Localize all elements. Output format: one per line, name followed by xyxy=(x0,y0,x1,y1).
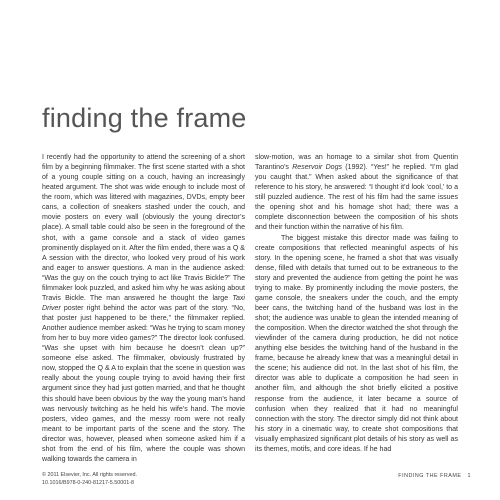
page-title: finding the frame xyxy=(42,103,247,133)
body-paragraph xyxy=(255,153,458,234)
body-paragraph xyxy=(42,153,245,465)
film-title-taxi-driver: Taxi Driver xyxy=(42,294,245,312)
text-run: poster right behind the actor was part of the story. “No, that poster just happened to be there,” the filmmaker replied. Another audience member asked: “Was he trying to scam money from her to buy more video games?” The director look confused. “Was she upset with him because he doesn’t clean up?” someone else asked. The filmmaker, obviously frustrated by now, stopped the Q & A to explain that the scene in question was really about the young couple trying to avoid having their first argument since they had just gotten married, and that he thought this should have been obvious by the way the young man’s hand was nervously twitching as he held his wife’s hand. The movie posters, video games, and the messy room were not really meant to be important parts of the scene and the story. The director was, however, pleased when someone asked him if a shot from the end of his film, where the couple was shown walking towards the camera in xyxy=(42,304,245,463)
text-run: I recently had the opportunity to attend the screening of a short film by a beginning filmmaker. The first scene started with a shot of a young couple sitting on a couch, having an increasingly heated argument. The shot was wide enough to include most of the room, which was littered with magazines, DVDs, empty beer cans, a collection of sneakers stashed under the couch, and movie posters on every wall (obviously the young director’s place). A small table could also be seen in the foreground of the shot, with a game console and a stack of video games prominently displayed on it. After the film ended, there was a Q & A session with the director, who looked very proud of his work and eager to answer questions. A man in the audience asked: “Was the guy on the couch trying to act like Travis Bickle?” The filmmaker look puzzled, and asked him why he was asking about Travis Bickle. The man answered he thought the large xyxy=(42,154,245,302)
text-run: slow-motion, was an homage to a similar shot from Quentin Tarantino’s xyxy=(255,154,458,172)
text-run: (1992). “Yes!” he replied. “I’m glad you caught that.” When asked about the significance of that reference to his story, he answered: “I thought it’d look ‘cool,’ to a still puzzled audience. The rest of his film had the same issues the opening shot and his homage shot had; there was a complete disconnection between the composition of his shots and their function within the narrative of his film. xyxy=(255,164,458,232)
body-paragraph: The biggest mistake this director made was failing to create compositions that reflected meaningful aspects of his story. In the opening scene, he framed a shot that was visually dense, filled with details that turned out to be extraneous to the story and prevented the audience from getting the point he was trying to make. By prominently including the movie posters, the game console, the sneakers under the couch, and the empty beer cans, the twitching hand of the husband was lost in the shot; the audience was unable to glean the intended meaning of the composition. When the director watched the shot through the viewfinder of the camera during production, he did not notice anything else besides the twitching hand of the husband in the frame, because he already knew that was a meaningful detail in the scene; his audience did not. In the last shot of his film, the director was able to duplicate a composition he had seen in another film, and although the shot briefly elicited a positive response from the audience, it later became a source of confusion when they realized that it had no meaningful connection with the story. The director simply did not think about his story in a cinematic way, to create shot compositions that visually emphasized significant plot details of his story as well as its themes, motifs, and core ideas. If he had xyxy=(255,234,458,453)
body-column-left xyxy=(42,153,245,465)
copyright-line: © 2011 Elsevier, Inc. All rights reserved. xyxy=(42,472,137,478)
footer-running-head xyxy=(398,473,471,479)
doi-line: 10.1016/B978-0-240-81217-5.50001-8 xyxy=(42,480,135,486)
film-title-reservoir-dogs: Reservoir Dogs xyxy=(292,164,343,172)
page-number: 1 xyxy=(467,473,471,479)
body-column-right xyxy=(255,153,458,455)
running-head: FINDING THE FRAME xyxy=(398,473,462,479)
footer-credits xyxy=(42,471,137,487)
